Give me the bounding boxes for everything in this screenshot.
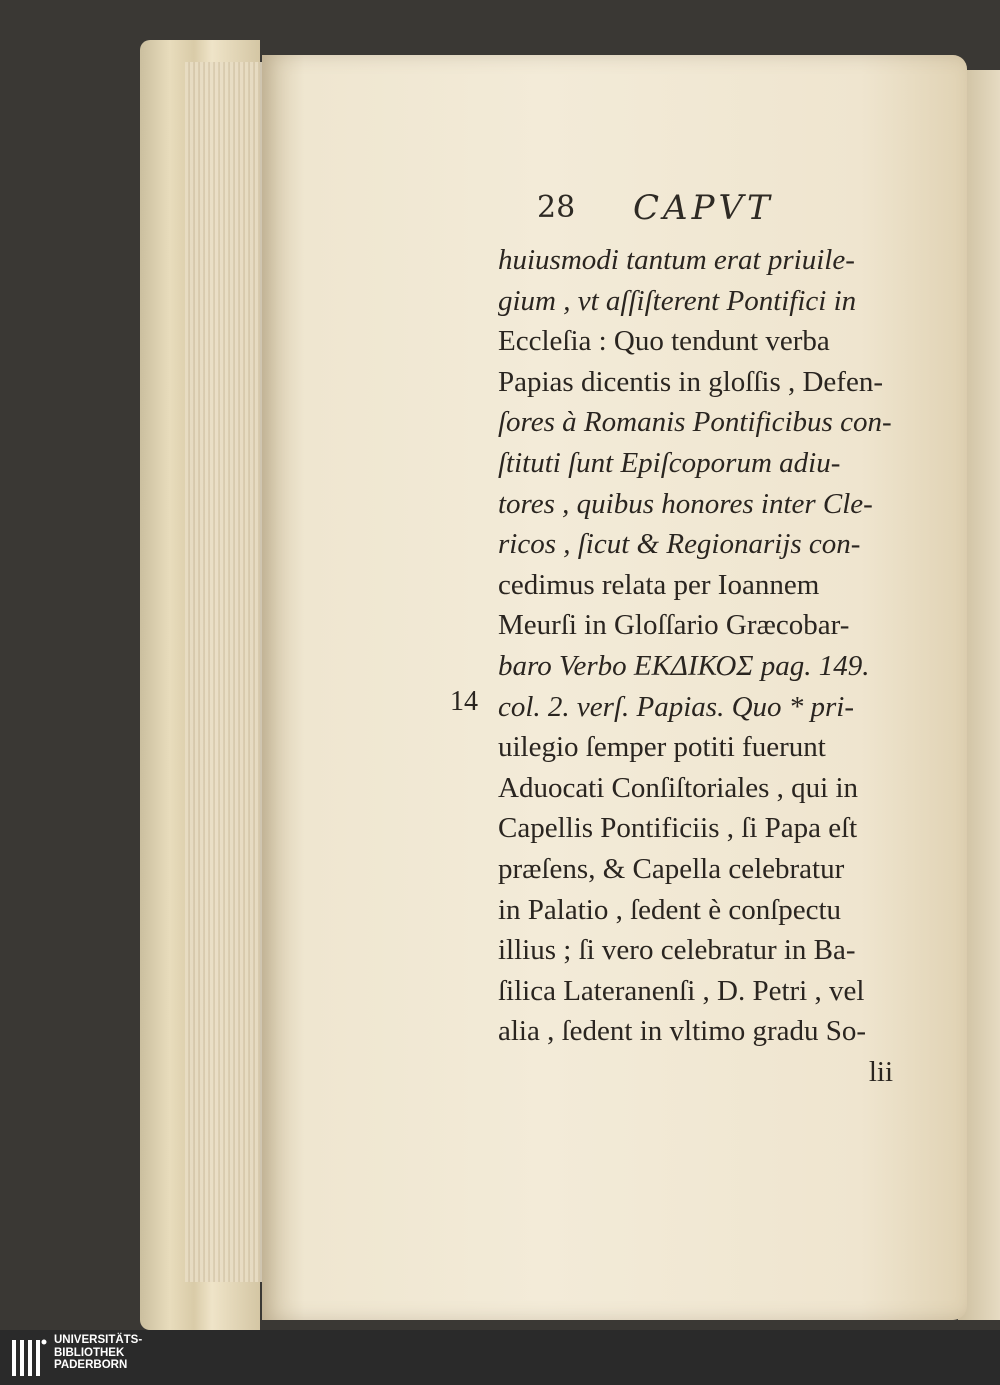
- logo-line-3: PADERBORN: [54, 1359, 128, 1371]
- text-line: cedimus relata per Ioannem: [498, 568, 820, 601]
- text-line: col. 2. verſ. Papias. Quo * pri-: [498, 690, 855, 723]
- catchword: lii: [868, 1055, 893, 1088]
- text-line: in Palatio , ſedent è conſpectu: [498, 893, 842, 926]
- text-line: baro Verbo ΕΚΔΙΚΟΣ pag. 149.: [498, 649, 870, 682]
- library-logo-text: [54, 1334, 142, 1372]
- page-stack-edge: [185, 62, 265, 1282]
- text-line: ricos , ſicut & Regionarijs con-: [498, 528, 861, 561]
- text-line: illius ; ſi vero celebratur in Ba-: [498, 934, 856, 967]
- logo-line-1: UNIVERSITÄTS-: [54, 1334, 143, 1346]
- margin-note: 14: [450, 686, 478, 717]
- text-line: Meurſi in Gloſſario Græcobar-: [498, 609, 850, 642]
- text-line: tores , quibus honores inter Cle-: [498, 487, 873, 520]
- text-line: Capellis Pontificiis , ſi Papa eſt: [498, 812, 858, 845]
- footer-bar: [0, 1330, 1000, 1385]
- text-line: huiusmodi tantum erat priuile-: [498, 244, 855, 276]
- text-line: uilegio ſemper potiti fuerunt: [498, 731, 826, 764]
- text-line: Aduocati Conſiſtoriales , qui in: [498, 771, 859, 804]
- text-line: Eccleſia : Quo tendunt verba: [498, 325, 830, 358]
- text-line: ſores à Romanis Pontificibus con-: [498, 406, 892, 439]
- library-logo-icon: [10, 1336, 48, 1380]
- text-line: ſtituti ſunt Epiſcoporum adiu-: [498, 446, 841, 479]
- text-line: Papias dicentis in gloſſis , Defen-: [498, 365, 883, 398]
- logo-line-2: BIBLIOTHEK: [54, 1346, 125, 1359]
- page-number: 28: [537, 190, 576, 225]
- text-line: præſens, & Capella celebratur: [498, 852, 845, 885]
- text-line: alia , ſedent in vltimo gradu So-: [498, 1015, 867, 1048]
- text-line: ſilica Lateranenſi , D. Petri , vel: [498, 974, 865, 1007]
- page-header: [525, 190, 855, 240]
- text-line: gium , vt aſſiſterent Pontifici in: [498, 284, 857, 317]
- running-title: CAPVT: [633, 188, 774, 228]
- text-block: [498, 240, 963, 1092]
